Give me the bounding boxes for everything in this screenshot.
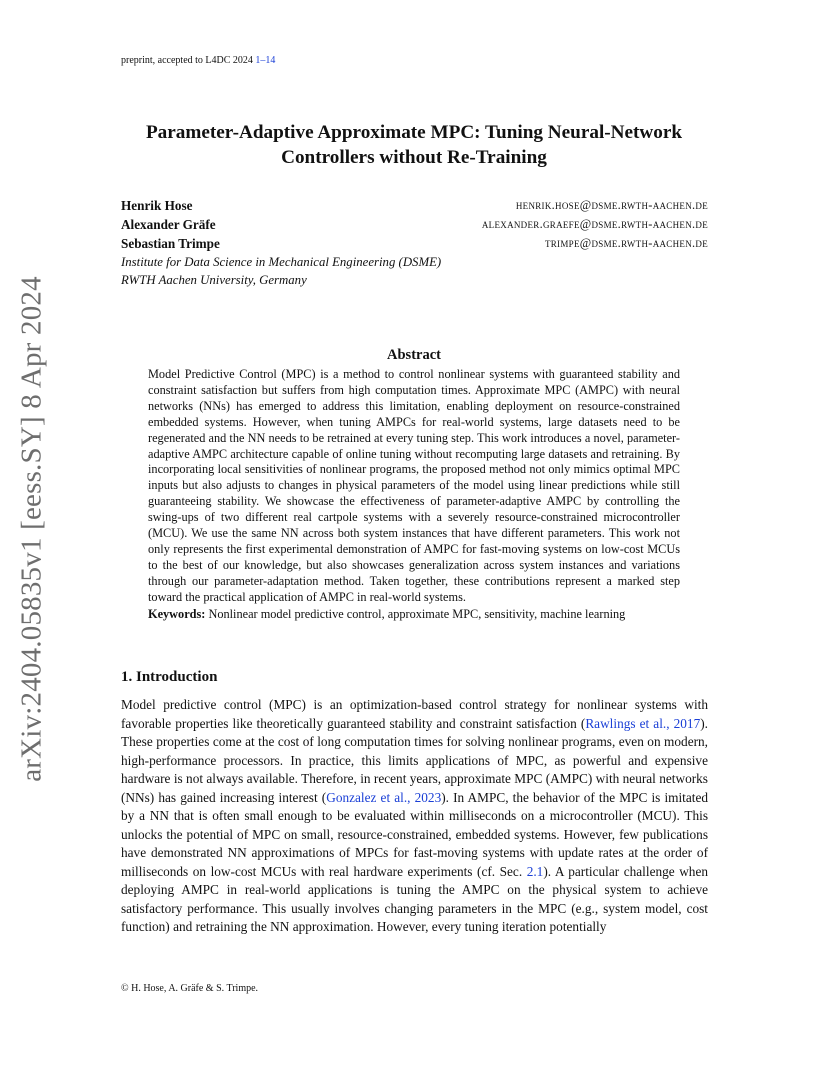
introduction-paragraph [121, 696, 708, 937]
introduction-heading: 1. Introduction [121, 669, 218, 685]
intro-text: ). These properties come at the cost of long computation times for solving nonlinear programs, even on modern, high-performance processors. In practice, this limits applications of MPC, as powerful and expensive hardware is not always available. Therefore, in recent years, approximate MPC (AMPC) with neural networks (NNs) has gained increasing interest ( [121, 715, 708, 805]
author-row [121, 196, 708, 215]
intro-text: Model predictive control (MPC) is an optimization-based control strategy for nonlinear systems with favorable properties like theoretically guaranteed stability and constraint satisfaction ( [121, 697, 708, 731]
intro-text: ). In AMPC, the behavior of the MPC is imitated by a NN that is often small enough to be evaluated within milliseconds on a microcontroller (MCU). This unlocks the potential of MPC on small, resource-constrained, embedded systems. However, few publications have demonstrated NN approximations of MPCs for fast-moving systems with update rates at the order of milliseconds on low-cost MCUs with real hardware experiments (cf. Sec. [121, 789, 709, 879]
keywords-list: Nonlinear model predictive control, approximate MPC, sensitivity, machine learning [205, 606, 626, 621]
citation-link-rawlings[interactable]: Rawlings et al., 2017 [585, 715, 701, 731]
author-email: trimpe@dsme.rwth-aachen.de [544, 236, 708, 250]
author-name: Henrik Hose [121, 198, 193, 213]
arxiv-identifier: arXiv:2404.05835v1 [eess.SY] 8 Apr 2024 [15, 276, 48, 782]
affiliation-institute: Institute for Data Science in Mechanical Engineering (DSME) [121, 255, 442, 269]
arxiv-sidebar [10, 276, 54, 782]
title-line-1: Parameter-Adaptive Approximate MPC: Tuning Neural-Network [145, 122, 683, 143]
author-name: Sebastian Trimpe [121, 236, 220, 251]
abstract-text: Model Predictive Control (MPC) is a method to control nonlinear systems with guaranteed stability and constraint satisfaction but suffers from high computation times. Approximate MPC (AMPC) with neural networks (NNs) has emerged to address this limitation, enabling deployment on resource-constrained embedded systems. However, when tuning AMPCs for real-world systems, large datasets need to be regenerated and the NN needs to be retrained at every tuning step. This work introduces a novel, parameter-adaptive AMPC architecture capable of online tuning without recomputing large datasets and retraining. By incorporating local sensitivities of nonlinear programs, the proposed method not only mimics optimal MPC inputs but also adjusts to changes in physical parameters of the model using linear predictions while still guaranteeing stability. We showcase the effectiveness of parameter-adaptive AMPC by controlling the swing-ups of two different real cartpole systems with a severely resource-constrained microcontroller (MCU). We use the same NN across both system instances that have different parameters. This work not only represents the first experimental demonstration of AMPC for fast-moving systems on low-cost MCUs to the best of our knowledge, but also showcases generalization across system instances and variations through our parameter-adaptation method. Taken together, these contributions represent a marked step toward the practical application of AMPC in real-world systems. [148, 367, 680, 604]
affiliation-university: RWTH Aachen University, Germany [121, 273, 307, 287]
title-line-2: Controllers without Re-Training [281, 147, 547, 168]
citation-link-gonzalez[interactable]: Gonzalez et al., 2023 [326, 789, 442, 805]
paper-title [121, 120, 707, 170]
section-ref-link[interactable]: 2.1 [526, 863, 544, 879]
header-prefix: preprint, accepted to L4DC 2024 [121, 55, 256, 66]
copyright-footer: © H. Hose, A. Gräfe & S. Trimpe. [121, 983, 259, 994]
author-email: henrik.hose@dsme.rwth-aachen.de [515, 198, 708, 212]
author-row [121, 234, 708, 253]
keywords [148, 606, 680, 622]
author-row [121, 215, 708, 234]
intro-text: ). A particular challenge when deploying AMPC in real-world applications is tuning the AMPC on the physical system to achieve satisfactory performance. This usually involves changing parameters in the MPC (e.g., system model, cost function) and retraining the NN approximation. However, every tuning iteration potentially [121, 863, 708, 934]
author-name: Alexander Gräfe [121, 217, 216, 232]
abstract-section [148, 346, 680, 622]
page-range-link[interactable]: 1–14 [255, 55, 276, 66]
author-email: alexander.graefe@dsme.rwth-aachen.de [481, 217, 708, 231]
author-block [121, 196, 708, 289]
running-header [121, 55, 275, 66]
keywords-label: Keywords: [148, 606, 206, 621]
abstract-heading: Abstract [387, 347, 441, 363]
